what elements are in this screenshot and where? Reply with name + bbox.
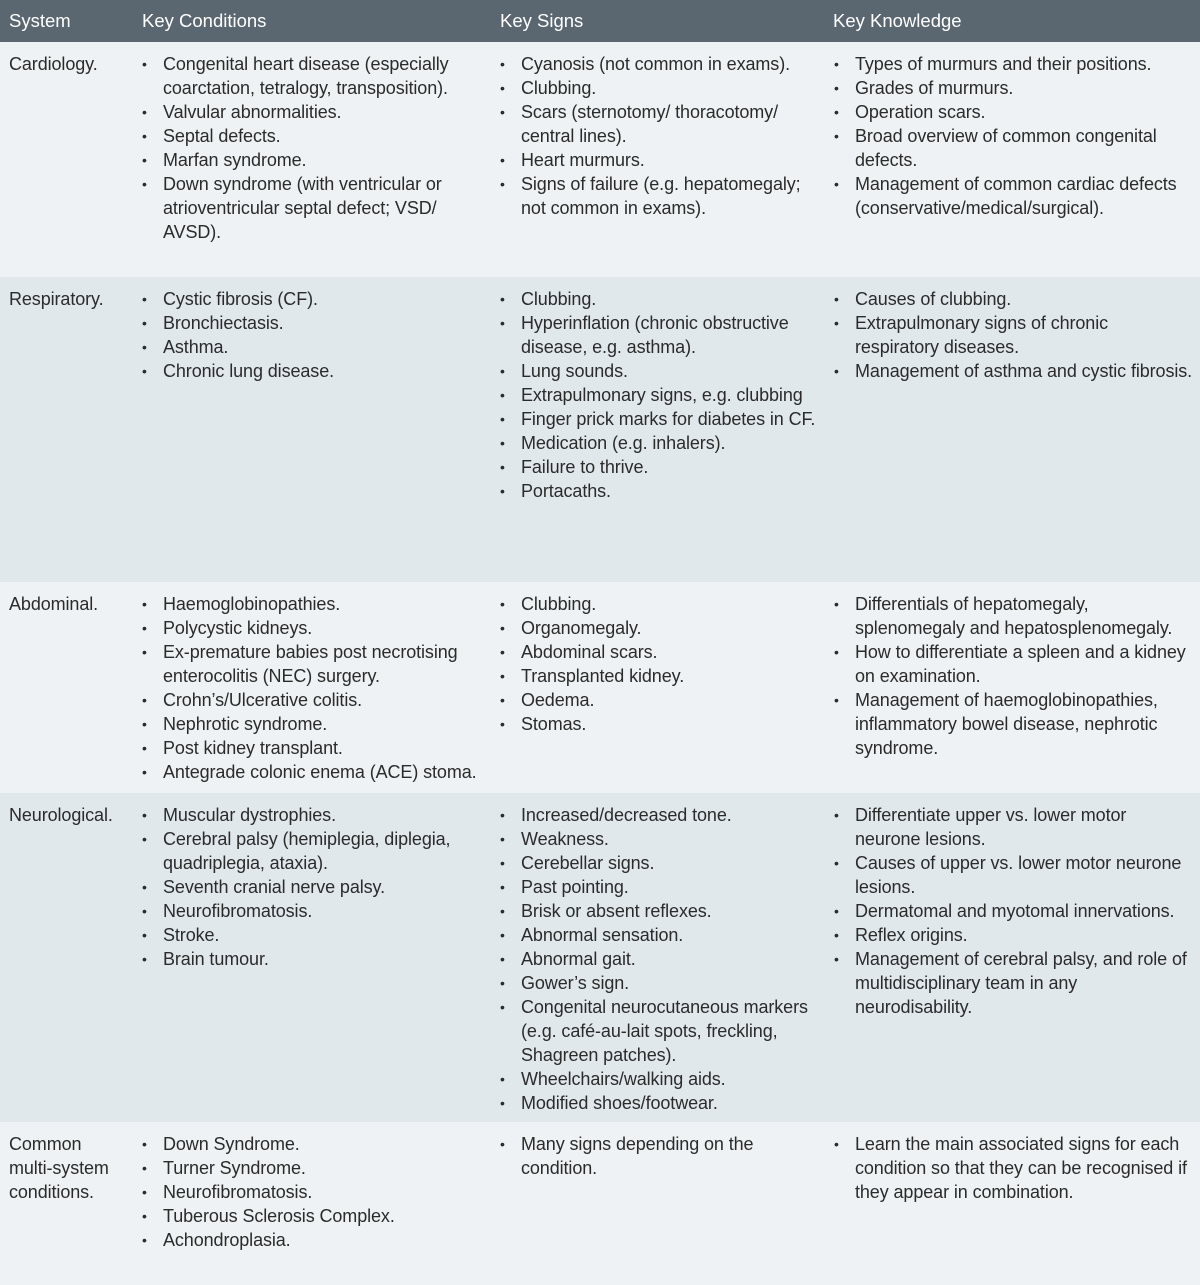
knowledge-cell — [824, 582, 1200, 793]
list-item: • Learn the main associated signs for each condition so that they can be recognised if they appear in combination. — [833, 1132, 1194, 1204]
header-key-knowledge: Key Knowledge — [833, 10, 962, 31]
list-item: • Muscular dystrophies. — [141, 803, 484, 827]
table-row — [0, 1122, 1200, 1285]
signs-list — [499, 287, 818, 503]
list-item: • Management of cerebral palsy, and role of multidisciplinary team in any neurodisability. — [833, 947, 1194, 1019]
list-item: • Failure to thrive. — [499, 455, 818, 479]
list-item: • Polycystic kidneys. — [141, 616, 484, 640]
list-item: • Cerebral palsy (hemiplegia, diplegia, quadriplegia, ataxia). — [141, 827, 484, 875]
list-item: • Neurofibromatosis. — [141, 899, 484, 923]
list-item: • Increased/decreased tone. — [499, 803, 818, 827]
list-item: • Finger prick marks for diabetes in CF. — [499, 407, 818, 431]
knowledge-cell — [824, 277, 1200, 582]
list-item: • Gower’s sign. — [499, 971, 818, 995]
knowledge-cell — [824, 1122, 1200, 1285]
list-item: • Nephrotic syndrome. — [141, 712, 484, 736]
header-key-conditions: Key Conditions — [142, 10, 267, 31]
knowledge-list — [833, 287, 1194, 383]
list-item: • Operation scars. — [833, 100, 1194, 124]
list-item: • Clubbing. — [499, 287, 818, 311]
signs-list — [499, 803, 818, 1115]
list-item: • Marfan syndrome. — [141, 148, 484, 172]
list-item: • Abnormal sensation. — [499, 923, 818, 947]
list-item: • Oedema. — [499, 688, 818, 712]
list-item: • Transplanted kidney. — [499, 664, 818, 688]
conditions-cell — [132, 793, 490, 1122]
list-item: • Differentials of hepatomegaly, splenomegaly and hepatosplenomegaly. — [833, 592, 1194, 640]
conditions-list — [141, 1132, 484, 1252]
list-item: • Organomegaly. — [499, 616, 818, 640]
list-item: • Portacaths. — [499, 479, 818, 503]
list-item: • Dermatomal and myotomal innervations. — [833, 899, 1194, 923]
list-item: • Down Syndrome. — [141, 1132, 484, 1156]
table-row — [0, 42, 1200, 277]
table-row — [0, 277, 1200, 582]
knowledge-list — [833, 803, 1194, 1019]
table-row — [0, 793, 1200, 1122]
list-item: • Brain tumour. — [141, 947, 484, 971]
list-item: • Heart murmurs. — [499, 148, 818, 172]
signs-list — [499, 1132, 818, 1180]
list-item: • How to differentiate a spleen and a kidney on examination. — [833, 640, 1194, 688]
table-header-row — [0, 0, 1200, 42]
list-item: • Post kidney transplant. — [141, 736, 484, 760]
header-system: System — [9, 10, 71, 31]
list-item: • Causes of clubbing. — [833, 287, 1194, 311]
list-item: • Past pointing. — [499, 875, 818, 899]
list-item: • Scars (sternotomy/ thoracotomy/ central lines). — [499, 100, 818, 148]
list-item: • Hyperinflation (chronic obstructive disease, e.g. asthma). — [499, 311, 818, 359]
list-item: • Wheelchairs/walking aids. — [499, 1067, 818, 1091]
list-item: • Congenital neurocutaneous markers (e.g. café-au-lait spots, freckling, Shagreen patches). — [499, 995, 818, 1067]
list-item: • Tuberous Sclerosis Complex. — [141, 1204, 484, 1228]
list-item: • Cyanosis (not common in exams). — [499, 52, 818, 76]
list-item: • Stomas. — [499, 712, 818, 736]
list-item: • Asthma. — [141, 335, 484, 359]
list-item: • Seventh cranial nerve palsy. — [141, 875, 484, 899]
list-item: • Neurofibromatosis. — [141, 1180, 484, 1204]
system-cell: Neurological. — [9, 805, 113, 825]
list-item: • Extrapulmonary signs of chronic respiratory diseases. — [833, 311, 1194, 359]
signs-list — [499, 52, 818, 220]
system-cell: Cardiology. — [9, 54, 98, 74]
knowledge-cell — [824, 793, 1200, 1122]
table-row — [0, 582, 1200, 793]
list-item: • Clubbing. — [499, 76, 818, 100]
conditions-list — [141, 592, 484, 784]
list-item: • Cerebellar signs. — [499, 851, 818, 875]
knowledge-list — [833, 1132, 1194, 1204]
list-item: • Ex-premature babies post necrotising enterocolitis (NEC) surgery. — [141, 640, 484, 688]
list-item: • Congenital heart disease (especially coarctation, tetralogy, transposition). — [141, 52, 484, 100]
list-item: • Bronchiectasis. — [141, 311, 484, 335]
conditions-cell — [132, 582, 490, 793]
list-item: • Differentiate upper vs. lower motor neurone lesions. — [833, 803, 1194, 851]
system-cell: Respiratory. — [9, 289, 104, 309]
list-item: • Modified shoes/footwear. — [499, 1091, 818, 1115]
conditions-list — [141, 803, 484, 971]
list-item: • Lung sounds. — [499, 359, 818, 383]
list-item: • Causes of upper vs. lower motor neurone lesions. — [833, 851, 1194, 899]
knowledge-cell — [824, 42, 1200, 277]
conditions-cell — [132, 42, 490, 277]
system-cell: Common multi-system conditions. — [9, 1134, 109, 1202]
list-item: • Antegrade colonic enema (ACE) stoma. — [141, 760, 484, 784]
list-item: • Many signs depending on the condition. — [499, 1132, 818, 1180]
system-cell: Abdominal. — [9, 594, 99, 614]
list-item: • Down syndrome (with ventricular or atrioventricular septal defect; VSD/ AVSD). — [141, 172, 484, 244]
signs-cell — [490, 793, 824, 1122]
list-item: • Valvular abnormalities. — [141, 100, 484, 124]
list-item: • Crohn’s/Ulcerative colitis. — [141, 688, 484, 712]
list-item: • Grades of murmurs. — [833, 76, 1194, 100]
list-item: • Chronic lung disease. — [141, 359, 484, 383]
list-item: • Haemoglobinopathies. — [141, 592, 484, 616]
list-item: • Stroke. — [141, 923, 484, 947]
list-item: • Septal defects. — [141, 124, 484, 148]
signs-cell — [490, 582, 824, 793]
signs-cell — [490, 42, 824, 277]
conditions-list — [141, 287, 484, 383]
list-item: • Medication (e.g. inhalers). — [499, 431, 818, 455]
list-item: • Management of common cardiac defects (conservative/medical/surgical). — [833, 172, 1194, 220]
list-item: • Extrapulmonary signs, e.g. clubbing — [499, 383, 818, 407]
list-item: • Broad overview of common congenital defects. — [833, 124, 1194, 172]
knowledge-list — [833, 52, 1194, 220]
list-item: • Brisk or absent reflexes. — [499, 899, 818, 923]
list-item: • Types of murmurs and their positions. — [833, 52, 1194, 76]
list-item: • Cystic fibrosis (CF). — [141, 287, 484, 311]
list-item: • Clubbing. — [499, 592, 818, 616]
conditions-cell — [132, 1122, 490, 1285]
signs-cell — [490, 1122, 824, 1285]
list-item: • Signs of failure (e.g. hepatomegaly; not common in exams). — [499, 172, 818, 220]
signs-list — [499, 592, 818, 736]
list-item: • Abnormal gait. — [499, 947, 818, 971]
list-item: • Management of asthma and cystic fibrosis. — [833, 359, 1194, 383]
list-item: • Reflex origins. — [833, 923, 1194, 947]
conditions-cell — [132, 277, 490, 582]
signs-cell — [490, 277, 824, 582]
list-item: • Abdominal scars. — [499, 640, 818, 664]
knowledge-list — [833, 592, 1194, 760]
list-item: • Turner Syndrome. — [141, 1156, 484, 1180]
list-item: • Achondroplasia. — [141, 1228, 484, 1252]
header-key-signs: Key Signs — [500, 10, 584, 31]
list-item: • Management of haemoglobinopathies, inflammatory bowel disease, nephrotic syndrome. — [833, 688, 1194, 760]
list-item: • Weakness. — [499, 827, 818, 851]
conditions-list — [141, 52, 484, 244]
